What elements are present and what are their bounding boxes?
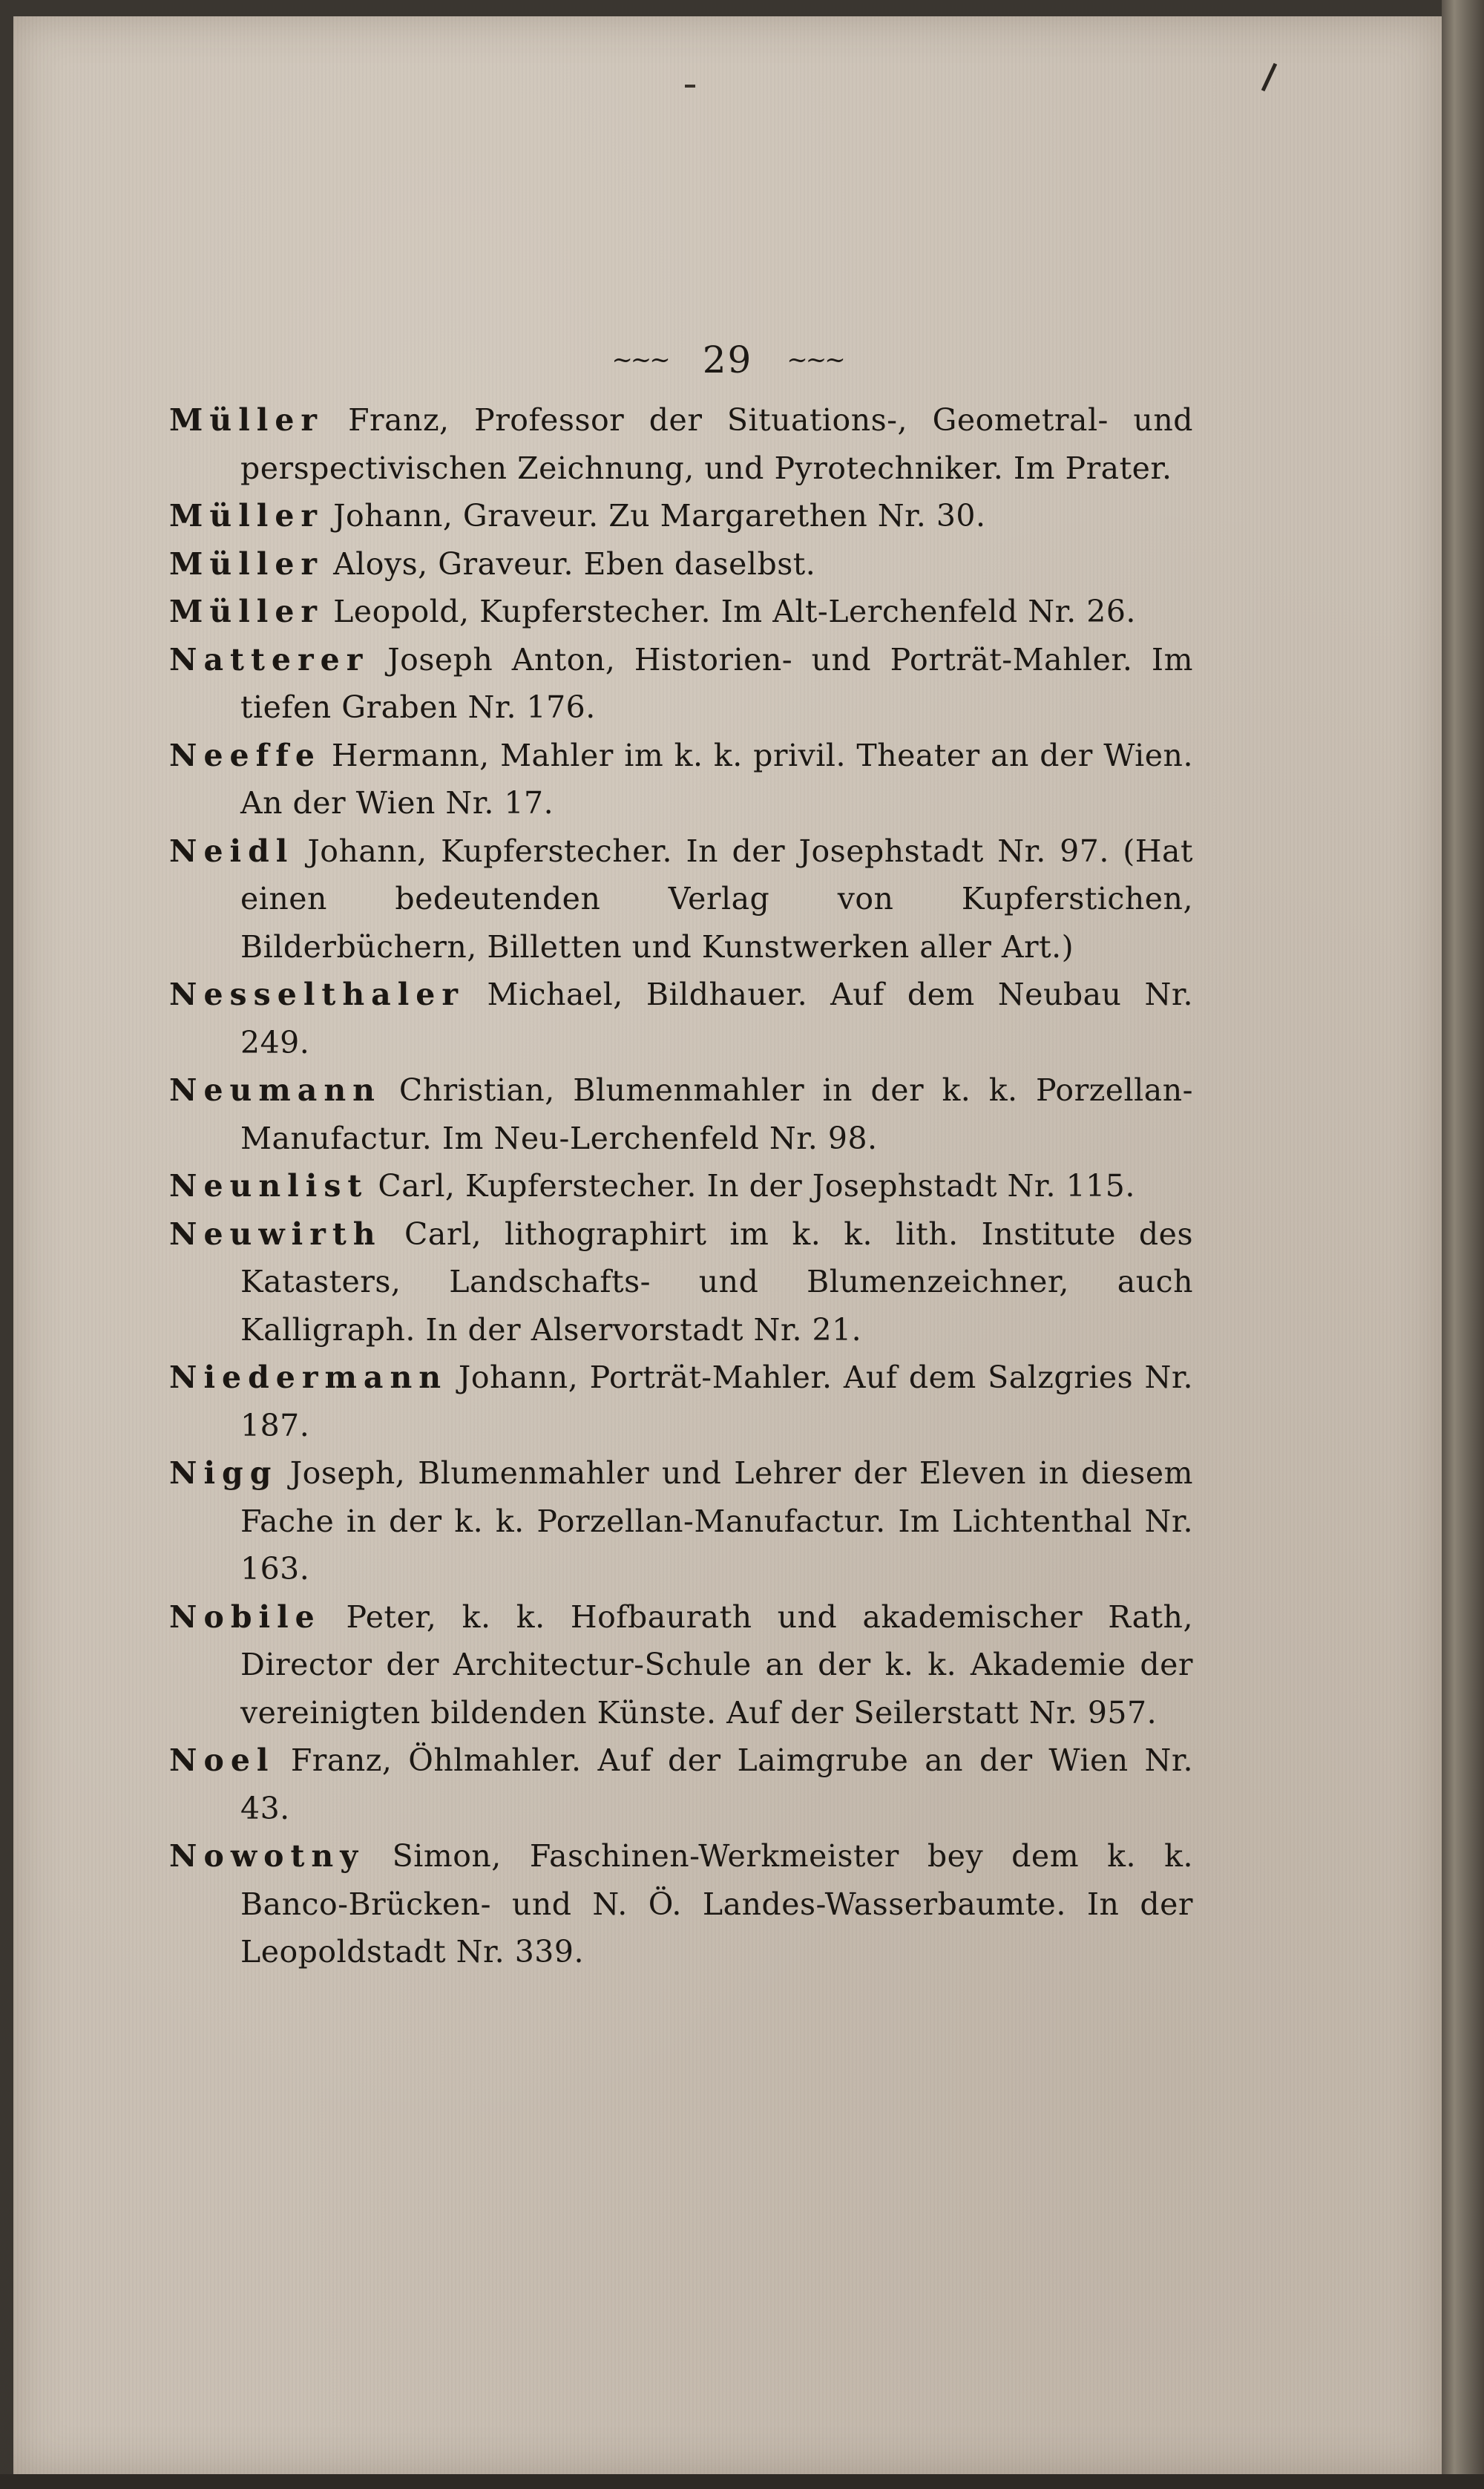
- entry: [169, 396, 1193, 492]
- entry-surname: Nigg: [169, 1455, 278, 1491]
- margin-mark: [685, 85, 695, 88]
- entry: [169, 1737, 1193, 1832]
- entry-text: Franz, Öhlmahler. Auf der Laimgrube an der Wien Nr. 43.: [240, 1742, 1193, 1826]
- entry-surname: Neuwirth: [169, 1216, 382, 1252]
- book-fore-edge: [1442, 0, 1484, 2489]
- book-page: [13, 16, 1442, 2474]
- entry-text: Michael, Bildhauer. Auf dem Neubau Nr. 249.: [240, 977, 1193, 1060]
- entry-surname: Neumann: [169, 1072, 381, 1108]
- entry: [169, 1449, 1193, 1593]
- entry-surname: Nowotny: [169, 1838, 365, 1874]
- entry-text: Joseph, Blumenmahler und Lehrer der Eleven in diesem Fache in der k. k. Porzellan-Manufactur. Im Lichtenthal Nr. 163.: [240, 1455, 1193, 1587]
- directory-entries: [169, 396, 1193, 1976]
- entry-surname: Nesselthaler: [169, 977, 464, 1012]
- entry-surname: Müller: [169, 545, 324, 582]
- entry: [169, 636, 1193, 732]
- pencil-mark: [1261, 63, 1277, 91]
- entry-text: Simon, Faschinen-Werkmeister bey dem k. k. Banco-Brücken- und N. Ö. Landes-Wasserbaumte. In der Leopoldstadt Nr. 339.: [240, 1838, 1193, 1970]
- entry-text: Franz, Professor der Situations-, Geometral- und perspectivischen Zeichnung, und Pyrotechniker. Im Prater.: [240, 402, 1193, 486]
- entry: [169, 971, 1193, 1066]
- entry: [169, 540, 1193, 588]
- entry-surname: Neidl: [169, 833, 295, 869]
- entry-surname: Neunlist: [169, 1168, 369, 1204]
- entry: [169, 1066, 1193, 1162]
- entry-surname: Noel: [169, 1742, 275, 1778]
- page-header: [13, 335, 1442, 381]
- entry-text: Peter, k. k. Hofbaurath und akademischer Rath, Director der Architectur-Schule an der k. k. Akademie der vereinigten bildenden Künste. Auf der Seilerstatt Nr. 957.: [240, 1598, 1193, 1731]
- entry-text: Aloys, Graveur. Eben daselbst.: [333, 545, 816, 582]
- ornament-right: ~~~: [787, 345, 844, 375]
- entry-text: Carl, lithographirt im k. k. lith. Institute des Katasters, Landschafts- und Blumenzeichner, auch Kalligraph. In der Alservorstadt Nr. 21.: [240, 1216, 1193, 1348]
- entry-text: Leopold, Kupferstecher. Im Alt-Lerchenfeld Nr. 26.: [333, 594, 1136, 629]
- entry-surname: Natterer: [169, 641, 370, 678]
- entry: [169, 1832, 1193, 1976]
- entry-surname: Nobile: [169, 1598, 321, 1635]
- ornament-left: ~~~: [611, 345, 669, 375]
- entry: [169, 1354, 1193, 1449]
- book-bottom-edge: [0, 2474, 1484, 2489]
- entry-text: Johann, Graveur. Zu Margarethen Nr. 30.: [333, 498, 986, 534]
- entry-surname: Müller: [169, 402, 324, 438]
- entry: [169, 492, 1193, 540]
- entry: [169, 1162, 1193, 1210]
- entry-surname: Müller: [169, 594, 324, 629]
- entry: [169, 1210, 1193, 1354]
- entry: [169, 732, 1193, 827]
- entry-text: Joseph Anton, Historien- und Porträt-Mahler. Im tiefen Graben Nr. 176.: [240, 641, 1193, 725]
- entry: [169, 1593, 1193, 1737]
- entry-text: Johann, Kupferstecher. In der Josephstadt Nr. 97. (Hat einen bedeutenden Verlag von Kupferstichen, Bilderbüchern, Billetten und Kunstwerken aller Art.): [240, 833, 1193, 965]
- entry-text: Johann, Porträt-Mahler. Auf dem Salzgries Nr. 187.: [240, 1360, 1193, 1443]
- entry-text: Christian, Blumenmahler in der k. k. Porzellan-Manufactur. Im Neu-Lerchenfeld Nr. 98.: [240, 1072, 1193, 1156]
- page-number: 29: [702, 338, 753, 381]
- entry-surname: Niedermann: [169, 1360, 448, 1395]
- entry: [169, 588, 1193, 636]
- entry: [169, 827, 1193, 971]
- entry-text: Carl, Kupferstecher. In der Josephstadt Nr. 115.: [378, 1168, 1135, 1204]
- entry-surname: Neeffe: [169, 737, 322, 773]
- entry-text: Hermann, Mahler im k. k. privil. Theater an der Wien. An der Wien Nr. 17.: [240, 737, 1193, 821]
- entry-surname: Müller: [169, 498, 324, 534]
